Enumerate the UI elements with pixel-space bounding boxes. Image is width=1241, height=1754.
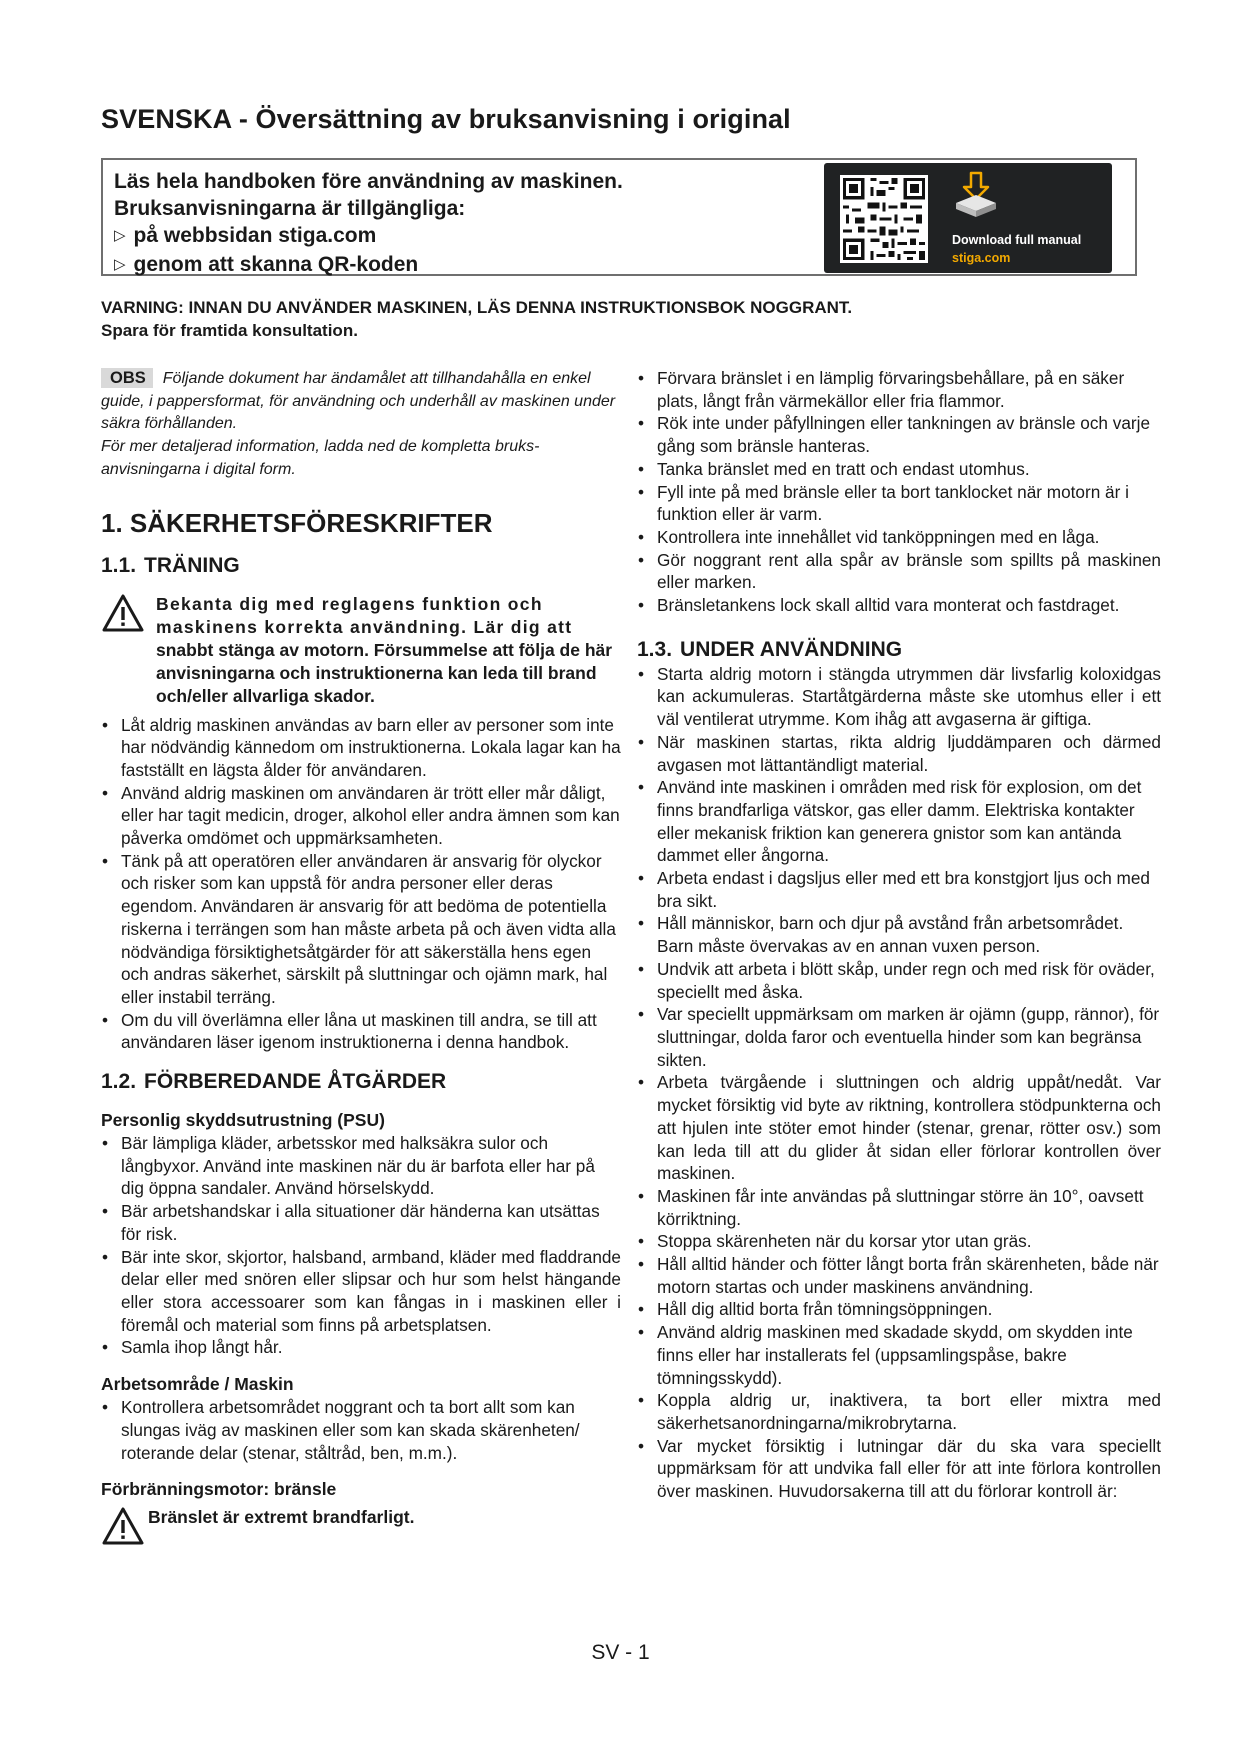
section-number: 1.2. [101,1070,137,1094]
warning-heading: VARNING: INNAN DU ANVÄNDER MASKINEN, LÄS DENNA INSTRUKTIONSBOK NOGGRANT. [101,298,853,317]
intro-item-website [114,222,623,251]
list-item: • Undvik att arbeta i blött skåp, under regn och med risk för oväder, speciellt med åska. [637,958,1161,1003]
list-item: • Håll dig alltid borta från tömningsöppningen. [637,1298,1161,1321]
obs-text: Följande dokument har ändamålet att tillhandahålla en enkel guide, i pappersformat, för användning och underhåll av maskinen under säkra förhållanden. [101,370,616,433]
list-item: • Använd aldrig maskinen med skadade skydd, om skydden inte finns eller har installerats fel (uppsamlingspåse, bakre tömningsskydd). [637,1321,1161,1389]
download-full-manual-label: Download full manual [952,233,1082,247]
section-title: TRÄNING [144,553,240,577]
section-1-3-heading [637,637,1161,663]
list-item: • Kontrollera arbetsområdet noggrant och ta bort allt som kan slungas iväg av maskinen eller som kan skada skärenheten/ roterande delar (stenar, ståltråd, ben, m.m.). [101,1396,621,1464]
list-item: • Starta aldrig motorn i stängda utrymmen där livsfarlig koloxidgas kan ackumuleras. Startåtgärderna måste ske utomhus eller i ett väl ventilerat utrymme. Kom ihåg att avgaserna är giftiga. [637,663,1161,731]
section-number: 1.1. [101,553,137,577]
list-item: • Arbeta endast i dagsljus eller med ett bra konstgjort ljus och med bra sikt. [637,867,1161,912]
list-item: • Bär inte skor, skjortor, halsband, armband, kläder med fladdrande delar eller med snören eller slipsar och hur som helst hängande eller stora accessoarer som kan fångas in i maskinen eller i föremål och material som finns på arbetsplatsen. [101,1246,621,1337]
work-area-heading: Arbetsområde / Maskin [101,1374,294,1395]
list-item: • Fyll inte på med bränsle eller ta bort tanklocket när motorn är i funktion eller är varm. [637,481,1161,526]
list-item: • Bär arbetshandskar i alla situationer där händerna kan utsättas för risk. [101,1200,621,1245]
list-item: • Om du vill överlämna eller låna ut maskinen till andra, se till att användaren läser igenom instruktionerna i denna handbok. [101,1009,621,1054]
training-warning [101,593,621,708]
intro-item-website-label: på webbsidan stiga.com [133,224,377,247]
training-list [101,714,621,1055]
page-number: SV - 1 [591,1641,650,1664]
obs-badge: OBS [101,368,153,388]
warning-triangle-icon [101,1506,145,1546]
list-item: • Arbeta tvärgående i sluttningen och aldrig uppåt/nedåt. Var mycket försiktig vid byte av riktning, kontrollera stödpunkterna och att hjulen inte stöter emot hinder (stenar, grenar, rötter osv.) som kan leda till att du glider åt sidan eller förlorar kontrollen över maskinen. [637,1071,1161,1185]
intro-item-qr [114,251,623,280]
list-item: • Bränsletankens lock skall alltid vara monterat och fastdraget. [637,594,1161,617]
intro-line-2: Bruksanvisningarna är tillgängliga: [114,197,466,220]
page-title: SVENSKA - Översättning av bruksanvisning i original [101,104,791,134]
fuel-heading: Förbränningsmotor: bränsle [101,1479,337,1500]
list-item: • Låt aldrig maskinen användas av barn eller av personer som inte har nödvändig kännedom om instruktionerna. Lokala lagar kan ha fastställt en lägsta ålder för användaren. [101,714,621,782]
warning-triangle-icon [101,593,145,633]
list-item: • Bär lämpliga kläder, arbetsskor med halksäkra sulor och långbyxor. Använd inte maskinen när du är barfota eller har på dig öppna sandaler. Använd hörselskydd. [101,1132,621,1200]
intro-box [101,158,1137,276]
training-warning-text: Bekanta dig med reglagens funktion och maskinens korrekta användning. Lär dig att [156,593,573,637]
stiga-url-link[interactable]: stiga.com [952,251,1011,265]
usage-list [637,663,1161,1503]
list-item: • Var mycket försiktig i lutningar där du ska vara speciellt uppmärksam för att undvika fall eller för att inte förlora kontrollen över maskinen. Huvudorsakerna till att du förlorar kontroll är: [637,1435,1161,1503]
list-item: • Rök inte under påfyllningen eller tankningen av bränsle och varje gång som bränsle hanteras. [637,412,1161,457]
section-1-title: 1. SÄKERHETSFÖRESKRIFTER [101,507,493,538]
fuel-warning-text: Bränslet är extremt brandfarligt. [148,1507,415,1528]
warning-subline: Spara för framtida konsultation. [101,321,358,340]
list-item: • Maskinen får inte användas på sluttningar större än 10°, oavsett körriktning. [637,1185,1161,1230]
section-1-1-heading [101,553,621,579]
fuel-warning [101,1506,621,1529]
work-area-list [101,1396,621,1464]
download-manual-icon [952,171,1000,223]
intro-text [114,168,623,280]
triangle-marker-icon: ▷ [114,256,126,273]
list-item: • Kontrollera inte innehållet vid tanköppningen med en låga. [637,526,1161,549]
intro-item-qr-label: genom att skanna QR-koden [133,253,419,276]
qr-code-icon[interactable] [840,175,928,263]
list-item: • Håll människor, barn och djur på avstånd från arbetsområdet. Barn måste övervakas av en annan vuxen person. [637,912,1161,957]
list-item: • Använd aldrig maskinen om användaren är trött eller mår dåligt, eller har tagit medicin, droger, alkohol eller andra ämnen som kan påverka omdömet och uppmärksamheten. [101,782,621,850]
section-1-2-heading [101,1069,621,1095]
list-item: • Förvara bränslet i en lämplig förvaringsbehållare, på en säker plats, långt från värmekällor eller fria flammor. [637,367,1161,412]
psu-heading: Personlig skyddsutrustning (PSU) [101,1110,385,1131]
list-item: • Gör noggrant rent alla spår av bränsle som spillts på maskinen eller marken. [637,549,1161,594]
list-item: • Samla ihop långt hår. [101,1336,621,1359]
training-warning-text-rest: snabbt stänga av motorn. Försummelse att följa de här anvisningarna och instruktionerna kan leda till brand och/eller allvarliga skador. [156,639,613,706]
list-item: • Koppla aldrig ur, inaktivera, ta bort eller mixtra med säkerhetsanordningarna/mikrobrytarna. [637,1389,1161,1434]
list-item: • Var speciellt uppmärksam om marken är ojämn (gupp, rännor), för sluttningar, dolda faror och eventuella hinder som kan begränsa sikten. [637,1003,1161,1071]
list-item: • Använd inte maskinen i områden med risk för explosion, om det finns brandfarliga vätskor, gas eller damm. Elektriska kontakter eller mekanisk friktion kan generera gnistor som kan antända dammet eller ångorna. [637,776,1161,867]
list-item: • Tänk på att operatören eller användaren är ansvarig för olyckor och risker som kan uppstå för andra personer eller deras egendom. Användaren är ansvarig för att bedöma de potentiella riskerna i terrängen som han måste arbeta på och även vidta alla nödvändiga försiktighetsåtgärder för att säkerställa hens egen och andras säkerhet, särskilt på sluttningar och ojämn mark, hal eller instabil terräng. [101,850,621,1009]
obs-text-2: För mer detaljerad information, ladda ned de kompletta bruks-anvisningarna i digital form. [101,438,540,478]
section-title: UNDER ANVÄNDNING [680,637,903,661]
list-item: • Tanka bränslet med en tratt och endast utomhus. [637,458,1161,481]
section-number: 1.3. [637,637,673,661]
right-column [637,367,1161,1503]
list-item: • Håll alltid händer och fötter långt borta från skärenheten, både när motorn startas och under maskinens användning. [637,1253,1161,1298]
fuel-list [637,367,1161,617]
list-item: • När maskinen startas, rikta aldrig ljuddämparen och därmed avgasen mot lättantändligt material. [637,731,1161,776]
list-item: • Stoppa skärenheten när du korsar ytor utan gräs. [637,1230,1161,1253]
psu-list [101,1132,621,1359]
triangle-marker-icon: ▷ [114,227,126,244]
obs-note [101,367,621,482]
qr-download-panel[interactable] [824,163,1112,273]
intro-line-1: Läs hela handboken före användning av maskinen. [114,170,623,193]
section-title: FÖRBEREDANDE ÅTGÄRDER [144,1070,447,1094]
left-column [101,367,621,1529]
